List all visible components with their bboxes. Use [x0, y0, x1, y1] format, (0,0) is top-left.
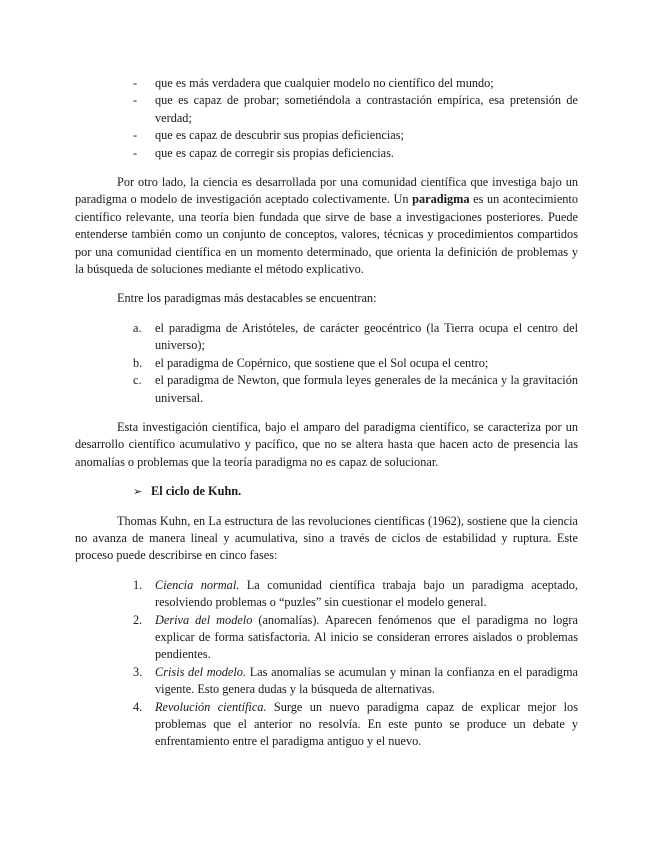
dash-marker: -	[133, 93, 138, 108]
list-marker: c.	[133, 373, 142, 388]
list-marker: 3.	[133, 664, 143, 679]
phase-term: Ciencia normal.	[155, 577, 240, 592]
kuhn-phases-list	[75, 577, 578, 751]
list-item-text: el paradigma de Aristóteles, de carácter geocéntrico (la Tierra ocupa el centro del universo);	[155, 320, 578, 353]
list-marker: 4.	[133, 699, 143, 714]
list-item	[75, 612, 578, 664]
list-item-text: el paradigma de Newton, que formula leyes generales de la mecánica y la gravitación universal.	[155, 373, 578, 405]
list-item	[75, 92, 578, 127]
list-item-text: que es capaz de corregir sis propias deficiencias.	[155, 145, 394, 160]
dash-marker: -	[133, 145, 138, 160]
arrow-bullet-icon: ➢	[133, 485, 143, 499]
paragraph-examples-intro: Entre los paradigmas más destacables se encuentran:	[117, 291, 377, 306]
document-body	[75, 75, 578, 751]
list-item	[75, 577, 578, 612]
phase-term: Deriva del modelo	[155, 612, 253, 627]
paragraph-kuhn: Thomas Kuhn, en La estructura de las revoluciones científicas (1962), sostiene que la ciencia no avanza de manera lineal y acumulativa, sino a través de ciclos de estabilidad y ruptura. Este proceso puede describirse en cinco fases:	[75, 513, 578, 563]
intro-dash-list	[75, 75, 578, 162]
phase-term: Revolución científica.	[155, 699, 267, 714]
list-item	[75, 320, 578, 355]
list-item	[75, 664, 578, 699]
phase-text: (anomalías). Aparecen fenómenos que el paradigma no logra explicar de forma satisfactoria. Al inicio se consideran errores aislados o problemas pendientes.	[155, 612, 578, 662]
phase-term: Crisis del modelo.	[155, 664, 247, 679]
list-item-text: que es capaz de descubrir sus propias deficiencias;	[155, 128, 404, 143]
dash-marker: -	[133, 128, 138, 143]
list-marker: b.	[133, 355, 143, 370]
paragraph-paradigm: Por otro lado, la ciencia es desarrollada por una comunidad científica que investiga bajo un paradigma o modelo de investigación aceptado colectivamente. Un paradigma es un acontecimiento científico relevante, una teoría bien fundada que sirve de base a investigaciones posteriores. Puede entenderse también como un conjunto de conceptos, valores, técnicas y procedimientos compartidos por una comunidad científica en un momento determinado, que orienta la definición de problemas y la búsqueda de soluciones mediante el método explicativo.	[75, 175, 578, 277]
list-item-text: que es más verdadera que cualquier modelo no científico del mundo;	[155, 76, 494, 90]
list-marker: 1.	[133, 577, 143, 592]
list-item	[75, 145, 578, 162]
list-item	[75, 355, 578, 372]
list-marker: 2.	[133, 612, 143, 627]
list-item-text: el paradigma de Copérnico, que sostiene que el Sol ocupa el centro;	[155, 355, 489, 370]
list-item	[75, 127, 578, 144]
paragraph-accumulative: Esta investigación científica, bajo el amparo del paradigma científico, se caracteriza por un desarrollo científico acumulativo y pacífico, que no se altera hasta que hacen acto de presencia las anomalías o problemas que la teoría paradigma no es capaz de solucionar.	[75, 419, 578, 469]
term-paradigma: paradigma	[412, 192, 470, 207]
dash-marker: -	[133, 76, 138, 90]
list-item	[75, 75, 578, 92]
list-item	[75, 372, 578, 407]
phase-text: La comunidad científica trabaja bajo un paradigma aceptado, resolviendo problemas o “puzles” sin cuestionar el modelo general.	[155, 577, 578, 610]
section-heading	[75, 483, 578, 500]
list-item-text: que es capaz de probar; sometiéndola a contrastación empírica, esa pretensión de verdad;	[155, 93, 578, 125]
list-item	[75, 699, 578, 751]
phase-text: Surge un nuevo paradigma capaz de explicar mejor los problemas que el anterior no resolvía. En este punto se produce un debate y enfrentamiento entre el paradigma antiguo y el nuevo.	[155, 699, 578, 749]
paradigm-examples-list	[75, 320, 578, 407]
heading-text: El ciclo de Kuhn.	[151, 484, 242, 499]
list-marker: a.	[133, 320, 142, 335]
phase-text: Las anomalías se acumulan y minan la confianza en el paradigma vigente. Esto genera dudas y la búsqueda de alternativas.	[155, 664, 578, 697]
